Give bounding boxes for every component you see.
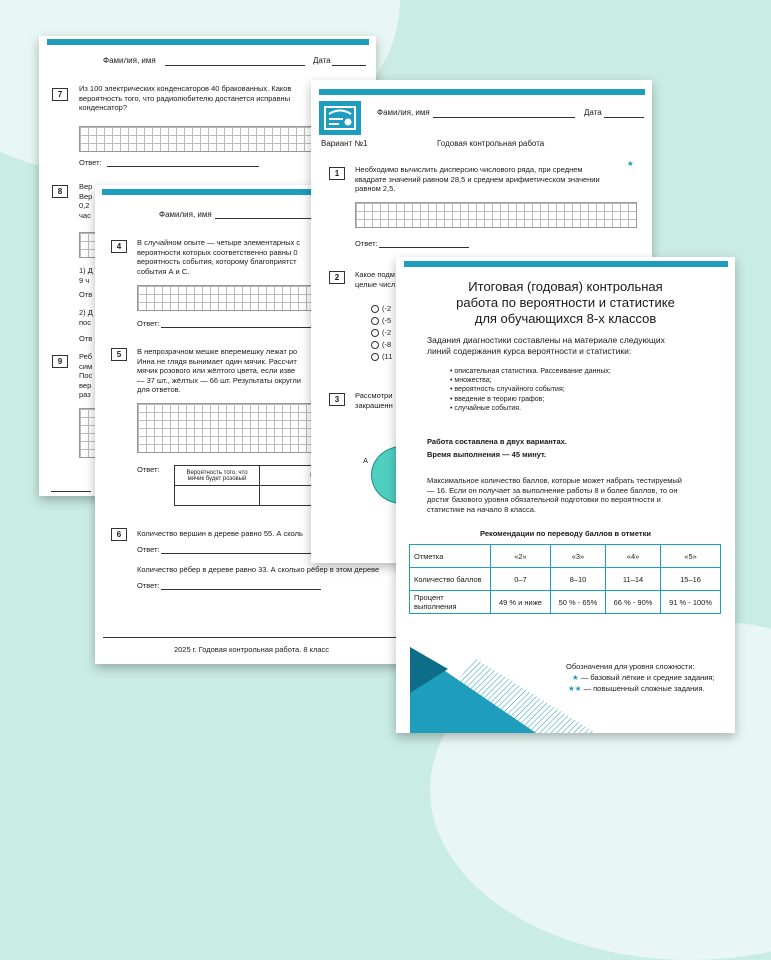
table-cell: 91 % - 100% <box>661 591 721 614</box>
header-bar <box>404 261 728 267</box>
question-number: 7 <box>52 88 68 101</box>
page-footer: 2025 г. Годовая контрольная работа. 8 класс <box>173 645 330 654</box>
question-text: Количество вершин в дереве равно 55. А сколь <box>137 529 303 538</box>
answer-label: Ответ: <box>137 545 160 554</box>
list-item: • множества; <box>450 377 492 385</box>
table-cell: 15–16 <box>661 568 721 591</box>
question-number: 1 <box>329 167 345 180</box>
option-label: (-8 <box>382 340 392 349</box>
option-radio[interactable] <box>371 353 379 361</box>
question-text: В случайном опыте — четыре элементарных с вероятности которых соответственно равны 0 вероятность события, которому благоприятст события А и С. <box>137 238 301 276</box>
work-title: Годовая контрольная работа <box>437 139 545 148</box>
legend-title: Обозначения для уровня сложности: <box>566 662 695 671</box>
question-text: Вер Вер 0,2 час <box>79 182 93 220</box>
table-cell: «5» <box>661 545 721 568</box>
date-line <box>332 65 366 66</box>
variants-text: Работа составлена в двух вариантах. <box>427 437 567 446</box>
question-text: Реб сим Пос вер раз <box>79 352 93 399</box>
question-number: 4 <box>111 240 127 253</box>
list-item: • случайные события. <box>450 404 522 412</box>
table-cell: 66 % - 90% <box>606 591 661 614</box>
question-number: 8 <box>52 185 68 198</box>
option-label: (11 <box>382 352 393 361</box>
question-number: 6 <box>111 528 127 541</box>
list-item: • описательная статистика. Рассеивание данных; <box>450 368 611 375</box>
option-label: (-5 <box>382 316 392 325</box>
option-radio[interactable] <box>371 305 379 313</box>
question-text: Какое подм целые числ <box>355 270 396 289</box>
legend-row-advanced: ★★ — повышенный сложные задания. <box>568 684 705 693</box>
time-text: Время выполнения — 45 минут. <box>427 450 547 459</box>
surname-label: Фамилия, имя <box>377 108 430 117</box>
recommendations-title: Рекомендации по переводу баллов в отметки <box>480 529 651 538</box>
answer-grid <box>355 202 637 228</box>
date-line <box>604 117 644 118</box>
option-label: (-2 <box>382 304 392 313</box>
table-cell: Количество баллов <box>410 568 491 591</box>
answer-grid <box>79 126 333 152</box>
intro-text: Задания диагностики составлены на материале следующих линий содержания курса вероятности и статистики: <box>427 335 665 356</box>
decorative-triangles <box>396 633 735 733</box>
table-row <box>410 591 721 614</box>
option-radio[interactable] <box>371 317 379 325</box>
answer-label: Ответ: <box>355 239 378 248</box>
answer-line <box>161 589 321 590</box>
table-cell: 11–14 <box>606 568 661 591</box>
legend-row-basic: ★ — базовый лёгкие и средние задания; <box>572 673 715 682</box>
table-cell: 8–10 <box>550 568 605 591</box>
answer-label: Ответ: <box>137 319 160 328</box>
question-text: Количество рёбер в дереве равно 33. А сколько рёбер в этом дереве <box>137 565 380 574</box>
footer-line <box>103 637 403 638</box>
question-number: 5 <box>111 348 127 361</box>
answer-label: Отв <box>79 334 93 343</box>
table-cell: 49 % и ниже <box>491 591 551 614</box>
header-bar <box>47 39 369 45</box>
table-cell <box>175 486 260 506</box>
table-cell: «2» <box>491 545 551 568</box>
option-radio[interactable] <box>371 341 379 349</box>
answer-label: Ответ: <box>79 158 102 167</box>
answer-label: Ответ: <box>137 581 160 590</box>
question-number: 9 <box>52 355 68 368</box>
table-cell: Отметка <box>410 545 491 568</box>
star-icon: ★ <box>627 159 634 168</box>
answer-label: Отв <box>79 290 93 299</box>
cover-sheet <box>396 257 735 733</box>
list-item: • введение в теорию графов; <box>450 395 545 403</box>
table-row <box>410 568 721 591</box>
topics-list <box>450 367 611 413</box>
answer-label: Ответ: <box>137 465 160 474</box>
table-header-cell: Вероятность того, что мячик будет розовый <box>175 466 260 486</box>
question-text: Необходимо вычислить дисперсию числового ряда, при среднем квадрате значений равном 28,5 и среднем арифметическом значении равном 2,5. <box>355 165 600 193</box>
option-label: (-2 <box>382 328 392 337</box>
question-text: Из 100 электрических конденсаторов 40 бракованных. Каков вероятность того, что радиолюбителю достанется исправны конденсатор? <box>79 84 292 112</box>
certificate-icon <box>319 101 361 135</box>
table-cell: «4» <box>606 545 661 568</box>
point-label-a: A <box>363 456 369 465</box>
cover-title: Итоговая (годовая) контрольная работа по вероятности и статистике для обучающихся 8-х классов <box>456 279 675 326</box>
question-text: Рассмотри закрашенн <box>355 391 393 410</box>
table-cell: «3» <box>550 545 605 568</box>
max-score-text: Максимальное количество баллов, которые может набрать тестируемый — 16. Если он получает за выполнение работы 8 и более баллов, то он достиг базового уровня обязательной подготовки по вероятности и статистике на начало 8 класса. <box>427 476 682 514</box>
header-bar <box>319 89 645 95</box>
table-cell: Процент выполнения <box>410 591 491 614</box>
variant-label: Вариант №1 <box>321 139 368 148</box>
table-row <box>410 545 721 568</box>
date-label: Дата <box>584 108 602 117</box>
surname-label: Фамилия, имя <box>159 210 212 219</box>
question-text: В непрозрачном мешке вперемешку лежат ро Инна не глядя вынимает один мячик. Рассчит мячик розового или жёлтого цвета, если изве — 37 шт., жёлтых — 66 шт. Результаты округли для ответов. <box>137 347 301 394</box>
star-icon: ★ <box>572 673 579 682</box>
question-number: 2 <box>329 271 345 284</box>
date-label: Дата <box>313 56 331 65</box>
footer-line <box>51 491 91 492</box>
surname-line <box>433 117 575 118</box>
sub-question-1: 1) Д 9 ч <box>79 266 93 285</box>
surname-label: Фамилия, имя <box>103 56 156 65</box>
option-radio[interactable] <box>371 329 379 337</box>
table-cell: 0–7 <box>491 568 551 591</box>
sub-question-2: 2) Д пос <box>79 308 93 327</box>
score-table <box>409 544 721 614</box>
surname-line <box>165 65 305 66</box>
question-number: 3 <box>329 393 345 406</box>
table-cell: 50 % - 65% <box>550 591 605 614</box>
double-star-icon: ★★ <box>568 684 582 693</box>
list-item: • вероятность случайного события; <box>450 386 565 394</box>
answer-line <box>379 247 469 248</box>
answer-line <box>107 166 259 167</box>
